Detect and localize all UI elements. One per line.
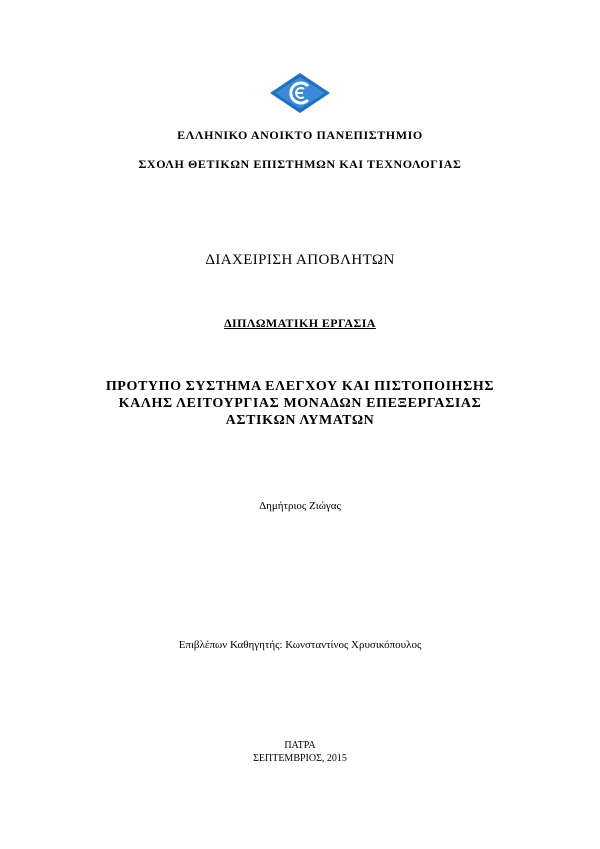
school-name: ΣΧΟΛΗ ΘΕΤΙΚΩΝ ΕΠΙΣΤΗΜΩΝ ΚΑΙ ΤΕΧΝΟΛΟΓΙΑΣ bbox=[138, 157, 462, 171]
thesis-type: ΔΙΠΛΩΜΑΤΙΚΗ ΕΡΓΑΣΙΑ bbox=[224, 316, 376, 330]
supervisor: Επιβλέπων Καθηγητής: Κωνσταντίνος Χρυσικόπουλος bbox=[178, 639, 422, 651]
program-name: ΔΙΑΧΕΙΡΙΣΗ ΑΠΟΒΛΗΤΩΝ bbox=[205, 252, 395, 268]
thesis-title-line: ΚΑΛΗΣ ΛΕΙΤΟΥΡΓΙΑΣ ΜΟΝΑΔΩΝ ΕΠΕΞΕΡΓΑΣΙΑΣ bbox=[118, 396, 482, 411]
city: ΠΑΤΡΑ bbox=[284, 740, 316, 751]
thesis-title-line: ΠΡΟΤΥΠΟ ΣΥΣΤΗΜΑ ΕΛΕΓΧΟΥ ΚΑΙ ΠΙΣΤΟΠΟΙΗΣΗΣ bbox=[105, 379, 495, 394]
university-name: ΕΛΛΗΝΙΚΟ ΑΝΟΙΚΤΟ ΠΑΝΕΠΙΣΤΗΜΙΟ bbox=[177, 128, 423, 142]
author-name: Δημήτριος Ζιώγας bbox=[259, 500, 341, 512]
date: ΣΕΠΤΕΜΒΡΙΟΣ, 2015 bbox=[253, 753, 347, 764]
thesis-title-line: ΑΣΤΙΚΩΝ ΛΥΜΑΤΩΝ bbox=[225, 413, 375, 428]
eap-university-logo-icon bbox=[270, 73, 330, 113]
thesis-title bbox=[0, 378, 600, 429]
